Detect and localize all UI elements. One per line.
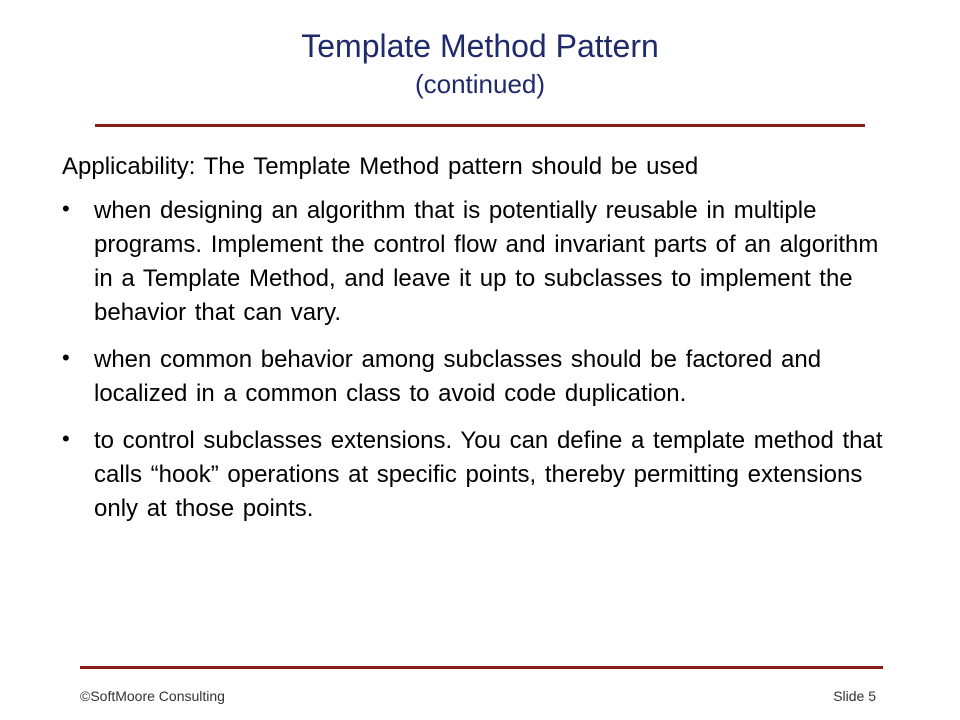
title-divider: [95, 124, 865, 127]
bullet-text: to control subclasses extensions. You can define a template method that calls “hook” operations at specific points, thereby permitting extensions only at those points.: [94, 427, 883, 522]
page-subtitle: (continued): [414, 69, 546, 99]
list-item: [62, 194, 884, 330]
bullet-icon: •: [62, 426, 70, 451]
slide-title-block: [0, 26, 960, 100]
page-title: Template Method Pattern: [301, 28, 659, 64]
slide-number: Slide 5: [833, 688, 876, 704]
footer-divider: [80, 666, 883, 669]
slide-body: [62, 150, 902, 539]
bullet-icon: •: [62, 196, 70, 221]
bullet-text: when designing an algorithm that is potentially reusable in multiple programs. Implement the control flow and invariant parts of an algorithm in a Template Method, and leave it up to subclasses to implement the behavior that can vary.: [94, 197, 879, 326]
list-item: [62, 424, 884, 526]
bullet-icon: •: [62, 345, 70, 370]
footer-copyright: ©SoftMoore Consulting: [80, 688, 225, 704]
list-item: [62, 343, 884, 411]
applicability-intro: Applicability: The Template Method pattern should be used: [62, 153, 699, 180]
bullet-list: [62, 194, 902, 526]
bullet-text: when common behavior among subclasses should be factored and localized in a common class to avoid code duplication.: [94, 346, 822, 407]
